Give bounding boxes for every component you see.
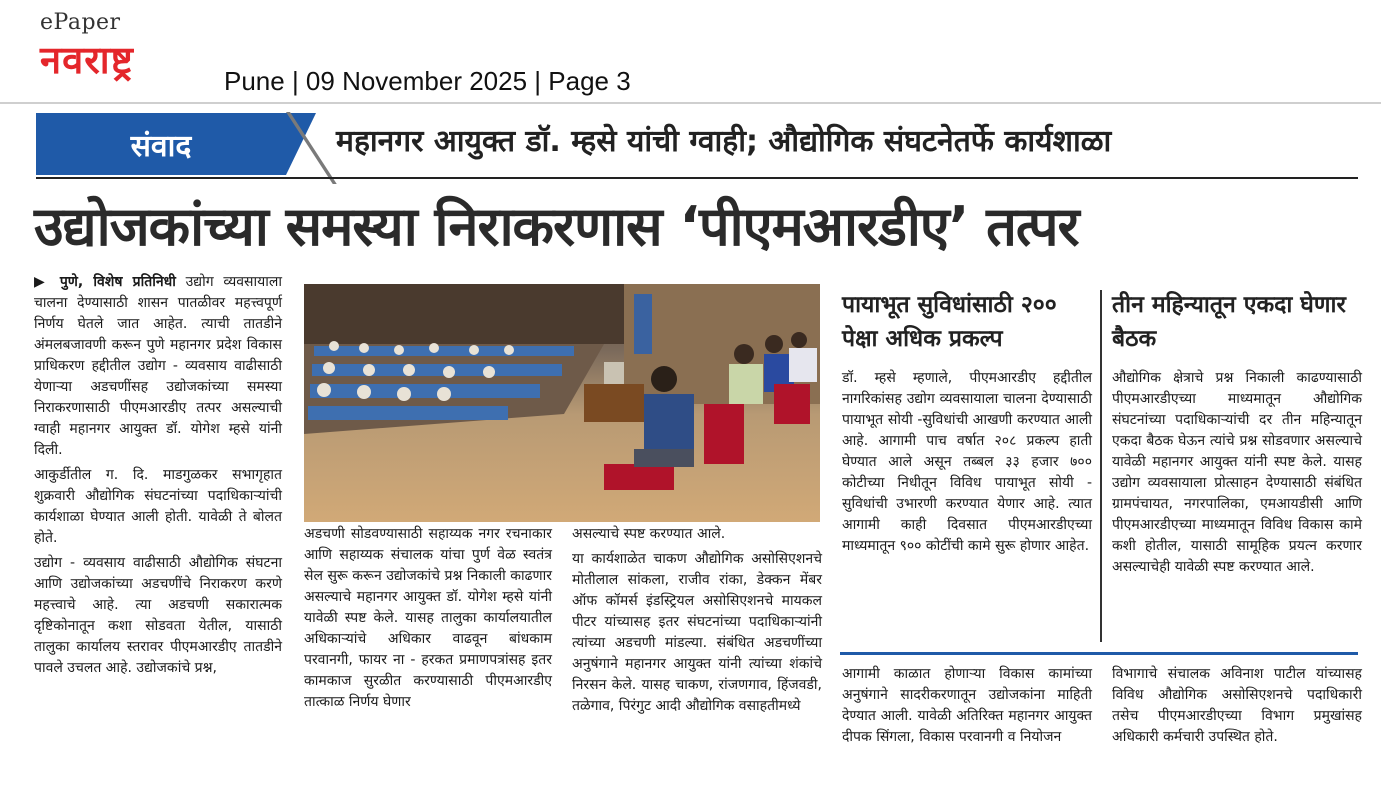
article-paragraph: असल्याचे स्पष्ट करण्यात आले. — [572, 526, 726, 542]
sub2-heading: तीन महिन्यातून एकदा घेणार बैठक — [1112, 292, 1346, 352]
column-divider — [1100, 290, 1102, 642]
article-paragraph — [34, 272, 282, 461]
article-column-1 — [34, 272, 282, 683]
brand-logo: नवराष्ट्र — [40, 38, 134, 82]
main-headline: उद्योजकांच्या समस्या निराकरणास ‘पीएमआरडीए’ तत्पर — [34, 195, 1079, 258]
masthead-divider — [0, 102, 1381, 104]
workshop-photo — [304, 284, 820, 522]
section-divider — [840, 652, 1358, 655]
section-label-tip — [286, 113, 316, 175]
article-column-3 — [572, 524, 822, 721]
article-column-2 — [304, 524, 552, 717]
article-column-5: आगामी काळात होणाऱ्या विकास कामांच्या अनुषंगाने सादरीकरणातून उद्योजकांना माहिती देण्यात आली. यावेळी अतिरिक्त महानगर आयुक्त दीपक सिंगला, विकास परवानगी व नियोजन — [842, 666, 1092, 745]
banner-divider — [36, 177, 1358, 179]
article-paragraph: आकुर्डीतील ग. दि. माडगुळकर सभागृहात शुक्रवारी औद्योगिक संघटनांच्या पदाधिकाऱ्यांची कार्यशाळा घेण्यात आली होती. यावेळी ते बोलत होते. — [34, 467, 282, 546]
dateline: पुणे, विशेष प्रतिनिधी — [59, 274, 176, 290]
section-label: संवाद — [36, 113, 286, 175]
sub2-body: औद्योगिक क्षेत्राचे प्रश्न निकाली काढण्यासाठी पीएमआरडीएच्या माध्यमातून औद्योगिक संघटनांच्या पदाधिकाऱ्यांची दर तीन महिन्यातून एकदा बैठक घेऊन त्यांचे प्रश्न सोडवणार असल्याचे यावेळी महानगर आयुक्त यांनी स्पष्ट केले. यासह उद्योग व्यवसायाला प्रोत्साहन देण्यासाठी संबंधित ग्रामपंचायत, नगरपालिका, एमआयडीसी आणि पीएमआरडीएच्या माध्यमातून विविध विकास कामे कशी होतील, यासाठी सामूहिक प्रयत्न करणार असल्याचेही यावेळी स्पष्ट करण्यात आले. — [1112, 370, 1362, 575]
sub1-heading: पायाभूत सुविधांसाठी २०० पेक्षा अधिक प्रकल्प — [842, 292, 1057, 352]
article-paragraph: उद्योग - व्यवसाय वाढीसाठी औद्योगिक संघटना आणि उद्योजकांच्या अडचणींचे निराकरण करणे महत्त्वाचे आहे. त्या अडचणी सकारात्मक दृष्टिकोनातून कशा सोडवता येतील, यासाठी तालुका कार्यालय स्तरावर पीएमआरडीए तातडीने पावले उचलत आहे. उद्योजकांचे प्रश्न, — [34, 555, 282, 676]
article-column-6: विभागाचे संचालक अविनाश पाटील यांच्यासह विविध औद्योगिक असोसिएशनचे पदाधिकारी तसेच पीएमआरडीएच्या विभाग प्रमुखांसह अधिकारी कर्मचारी उपस्थित होते. — [1112, 666, 1362, 745]
edition-info: Pune | 09 November 2025 | Page 3 — [224, 66, 631, 96]
sub1-body: डॉ. म्हसे म्हणाले, पीएमआरडीए हद्दीतील नागरिकांसह उद्योग व्यवसायाला चालना देण्यासाठी पायाभूत सोयी -सुविधांची आखणी करण्यात आली आहे. आगामी पाच वर्षात २०८ प्रकल्प हाती घेण्यात आले असून तब्बल ३३ हजार ७०० कोटीच्या निधीतून विविध पायाभूत सोयी - सुविधांची उभारणी करण्यात येणार आहे. त्यात आगामी काही दिवसात पीएमआरडीएच्या माध्यमातून ९०० कोटींची कामे सुरू होणार आहेत. — [842, 370, 1092, 554]
brand-epaper-label: ePaper — [40, 10, 121, 35]
lead-text: उद्योग व्यवसायाला चालना देण्यासाठी शासन पातळीवर महत्त्वपूर्ण निर्णय घेतले जात आहेत. त्याची तातडीने अंमलबजावणी करून पुणे महानगर प्रदेश विकास प्राधिकरण हद्दीतील उद्योग - व्यवसाय वाढीसाठी येणाऱ्या अडचणींसह उद्योजकांच्या समस्या निराकरणासाठी पीएमआरडीए तत्पर असल्याची ग्वाही महानगर आयुक्त डॉ. योगेश म्हसे यांनी दिली. — [34, 274, 283, 458]
article-paragraph: अडचणी सोडवण्यासाठी सहाय्यक नगर रचनाकार आणि सहाय्यक संचालक यांचा पुर्ण वेळ स्वतंत्र सेल सुरू करून उद्योजकांचे प्रश्न निकाली काढणार असल्याचे महानगर आयुक्त डॉ. योगेश म्हसे यांनी यावेळी स्पष्ट केले. यासह तालुका कार्यालयातील अधिकाऱ्यांचे अधिकार वाढवून बांधकाम परवानगी, फायर ना - हरकत प्रमाणपत्रांसह इतर कामकाज सुरळीत करण्यासाठी पीएमआरडीए तात्काळ निर्णय घेणार — [304, 526, 552, 710]
kicker-headline: महानगर आयुक्त डॉ. म्हसे यांची ग्वाही; औद्योगिक संघटनेतर्फे कार्यशाळा — [336, 124, 1112, 159]
play-icon: ▶ — [34, 274, 60, 290]
article-paragraph: या कार्यशाळेत चाकण औद्योगिक असोसिएशनचे मोतीलाल सांकला, राजीव रांका, डेक्कन मेंबर ऑफ कॉमर्स इंडस्ट्रियल असोसिएशनचे मायकल पीटर यांच्यासह इतर संघटनांच्या पदाधिकाऱ्यांनी त्यांच्या अडचणी मांडल्या. संबंधित अडचणींच्या अनुषंगाने महानगर आयुक्त यांनी त्यांच्या शंकांचे निरसन केले. यासह चाकण, रांजणगाव, हिंजवडी, तळेगाव, पिरंगुट आदी औद्योगिक वसाहतीमध्ये — [572, 551, 822, 714]
